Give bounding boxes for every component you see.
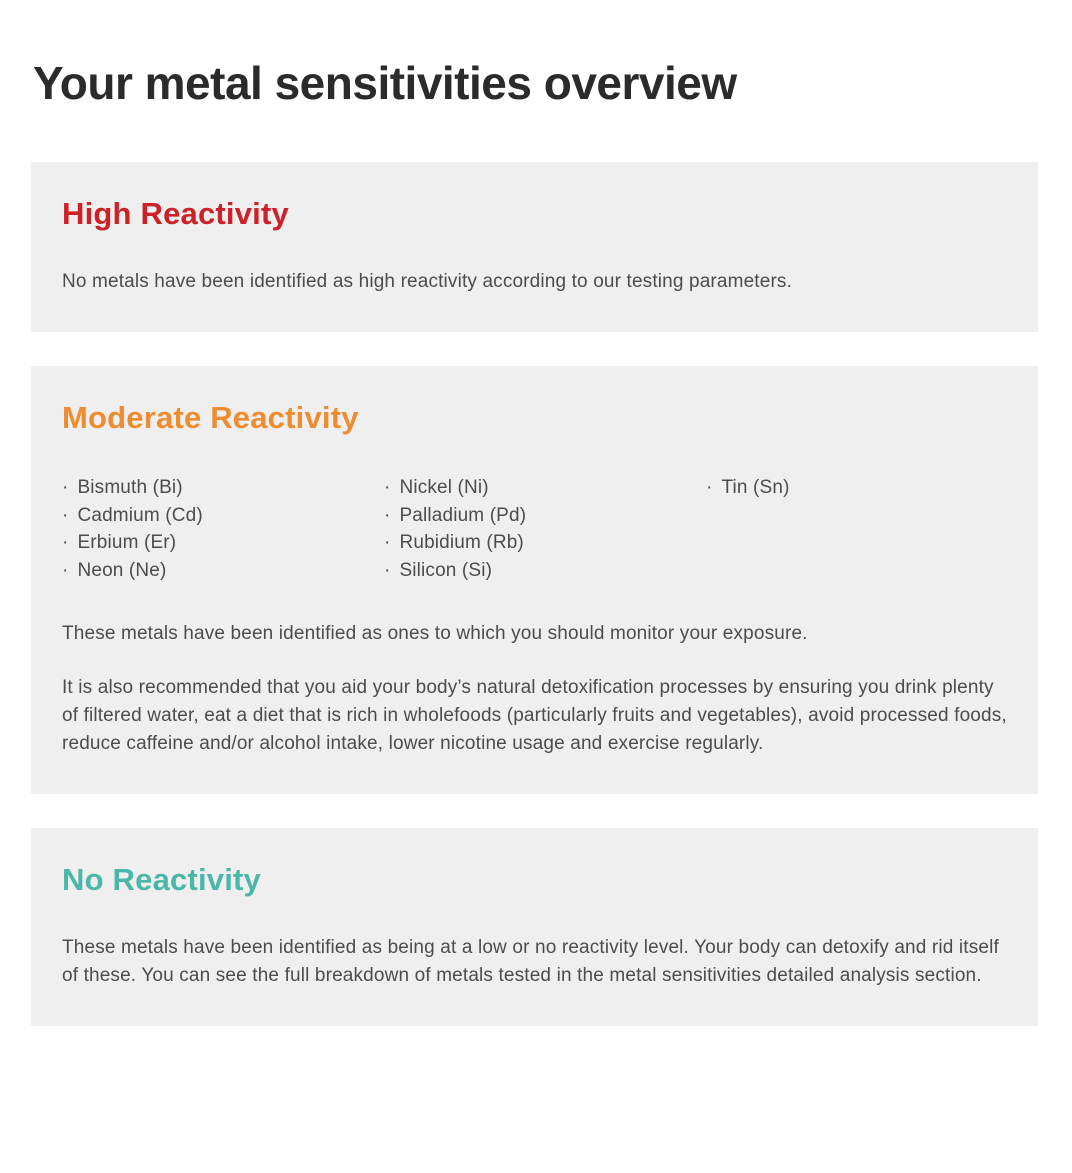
- metal-list-item: [384, 529, 706, 557]
- metal-list-item: [62, 557, 384, 585]
- bullet-marker: ·: [384, 477, 391, 498]
- moderate-reactivity-text-2: It is also recommended that you aid your body’s natural detoxification processes by ensuring you drink plenty of filtered water, eat a diet that is rich in wholefoods (particularly fruits and vegetables), avoid processed foods, reduce caffeine and/or alcohol intake, lower nicotine usage and exercise regularly.: [62, 677, 1007, 754]
- page-title: Your metal sensitivities overview: [33, 57, 737, 109]
- metal-column-3: [706, 474, 1007, 584]
- metal-list-item: [62, 529, 384, 557]
- bullet-marker: ·: [706, 477, 713, 498]
- metal-name: Tin (Sn): [721, 477, 790, 498]
- metal-list-item: [62, 474, 384, 502]
- metal-name: Bismuth (Bi): [77, 477, 183, 498]
- bullet-marker: ·: [62, 504, 69, 526]
- moderate-reactivity-card: [31, 366, 1038, 794]
- high-reactivity-heading: High Reactivity: [62, 196, 289, 231]
- metal-list-item: [384, 474, 706, 502]
- high-reactivity-card: [31, 162, 1038, 332]
- metal-name: Neon (Ne): [77, 559, 167, 581]
- no-reactivity-card: [31, 828, 1038, 1026]
- high-reactivity-text: No metals have been identified as high reactivity according to our testing parameters.: [62, 271, 793, 292]
- metal-list-item: [384, 502, 706, 530]
- bullet-marker: ·: [384, 532, 391, 553]
- bullet-marker: ·: [62, 477, 69, 498]
- no-reactivity-text: These metals have been identified as being at a low or no reactivity level. Your body can detoxify and rid itself of these. You can see the full breakdown of metals tested in the metal sensitivities detailed analysis section.: [62, 937, 999, 986]
- moderate-reactivity-heading: Moderate Reactivity: [62, 400, 359, 435]
- metal-name: Cadmium (Cd): [77, 504, 203, 526]
- no-reactivity-heading: No Reactivity: [62, 862, 261, 897]
- metal-name: Erbium (Er): [77, 532, 177, 553]
- moderate-reactivity-text-1: These metals have been identified as ones to which you should monitor your exposure.: [62, 623, 808, 644]
- metal-column-1: [62, 474, 384, 584]
- metal-list-item: [62, 502, 384, 530]
- metal-name: Silicon (Si): [399, 559, 493, 581]
- metal-list-item: [384, 557, 706, 585]
- bullet-marker: ·: [62, 559, 69, 581]
- bullet-marker: ·: [384, 559, 391, 581]
- metal-name: Palladium (Pd): [399, 504, 527, 526]
- metal-name: Nickel (Ni): [399, 477, 489, 498]
- metal-column-2: [384, 474, 706, 584]
- bullet-marker: ·: [384, 504, 391, 526]
- metal-list: [62, 474, 1007, 584]
- metal-name: Rubidium (Rb): [399, 532, 524, 553]
- bullet-marker: ·: [62, 532, 69, 553]
- metal-list-item: [706, 474, 1007, 502]
